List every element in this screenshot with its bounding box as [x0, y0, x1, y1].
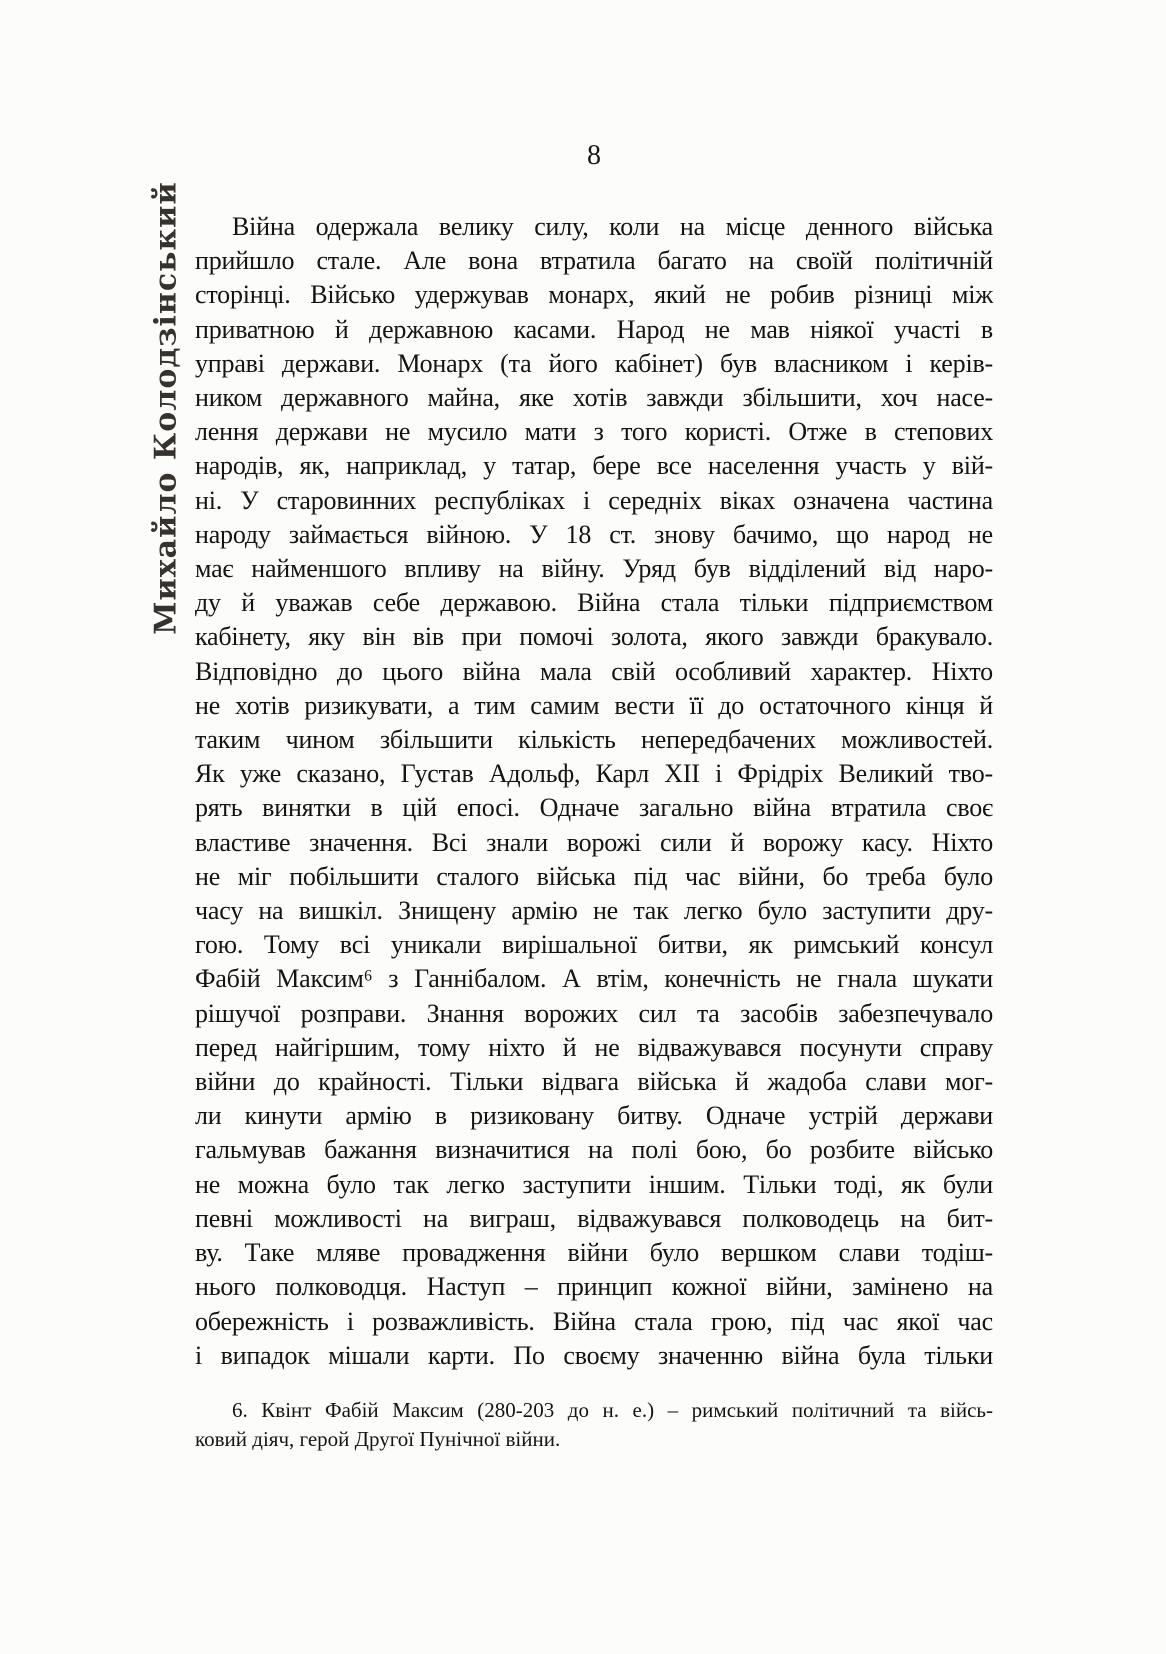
text-line: ковий діяч, герой Другої Пунічної війни. [195, 1427, 561, 1451]
text-line: гальмував бажання визначитися на полі бою, бо розбите військо [195, 1135, 993, 1165]
text-line: властиве значення. Всі знали ворожі сили й ворожу касу. Ніхто [195, 827, 993, 857]
text-line: ву. Таке мляве провадження війни було вершком слави тодіш- [195, 1238, 993, 1268]
text-line: Відповідно до цього війна мала свій особливий характер. Ніхто [195, 656, 993, 686]
text-line: ду й уважав себе державою. Війна стала тільки підприємством [195, 588, 993, 618]
text-line: ли кинути армію в ризиковану битву. Одначе устрій держави [195, 1101, 993, 1131]
text-line: війни до крайності. Тільки відвага війська й жадоба слави мог- [195, 1067, 993, 1097]
footnote [195, 1396, 993, 1454]
text-line: нього полководця. Наступ – принцип кожної війни, замінено на [195, 1272, 993, 1302]
text-line: гою. Тому всі уникали вирішальної битви, як римський консул [195, 930, 993, 960]
text-line: 6. Квінт Фабій Максим (280-203 до н. е.) – римський політичний та війсь- [232, 1398, 993, 1422]
text-line: Війна одержала велику силу, коли на місце денного війська [232, 212, 993, 241]
text-line: Як уже сказано, Густав Адольф, Карл XII і Фрідріх Великий тво- [195, 759, 993, 789]
text-line: не хотів ризикувати, а тим самим вести її до остаточного кінця й [195, 690, 993, 720]
body-text-paragraph [195, 210, 993, 1373]
text-line: кабінету, яку він вів при помочі золота, якого завжди бракувало. [195, 622, 993, 652]
text-line: рішучої розправи. Знання ворожих сил та засобів забезпечувало [195, 998, 993, 1028]
text-line: Фабій Максим⁶ з Ганнібалом. А втім, конечність не гнала шукати [195, 964, 993, 994]
text-line: таким чином збільшити кількість непередбачених можливостей. [195, 725, 993, 755]
text-line: прийшло стале. Але вона втратила багато на своїй політичній [195, 246, 993, 276]
text-line: певні можливості на виграш, відважувався полководець на бит- [195, 1203, 993, 1233]
text-line: має найменшого впливу на війну. Уряд був відділений від наро- [195, 554, 993, 584]
text-line: обережність і розважливість. Війна стала грою, під час якої час [195, 1306, 993, 1336]
text-line: і випадок мішали карти. По своєму значенню війна була тільки [195, 1340, 993, 1370]
text-line: управі держави. Монарх (та його кабінет) був власником і керів- [195, 348, 993, 378]
author-sidebar-text: Михайло Колодзінський [148, 181, 184, 635]
text-line: не міг побільшити сталого війська під час війни, бо треба було [195, 861, 993, 891]
text-line: ні. У старовинних республіках і середніх віках означена частина [195, 485, 993, 515]
text-line: народу займається війною. У 18 ст. знову бачимо, що народ не [195, 519, 993, 549]
text-line: перед найгіршим, тому ніхто й не відважувався посунути справу [195, 1032, 993, 1062]
text-line: народів, як, наприклад, у татар, бере все населення участь у вій- [195, 451, 993, 481]
text-line: лення держави не мусило мати з того користі. Отже в степових [195, 417, 993, 447]
text-line: рять винятки в цій епосі. Одначе загально війна втратила своє [195, 793, 993, 823]
text-line: приватною й державною касами. Народ не мав ніякої участі в [195, 314, 993, 344]
page-number: 8 [587, 140, 601, 171]
text-line: не можна було так легко заступити іншим. Тільки тоді, як були [195, 1169, 993, 1199]
text-line: ником державного майна, яке хотів завжди збільшити, хоч насе- [195, 383, 993, 413]
text-line: сторінці. Військо удержував монарх, який не робив різниці між [195, 280, 993, 310]
text-line: часу на вишкіл. Знищену армію не так легко було заступити дру- [195, 896, 993, 926]
